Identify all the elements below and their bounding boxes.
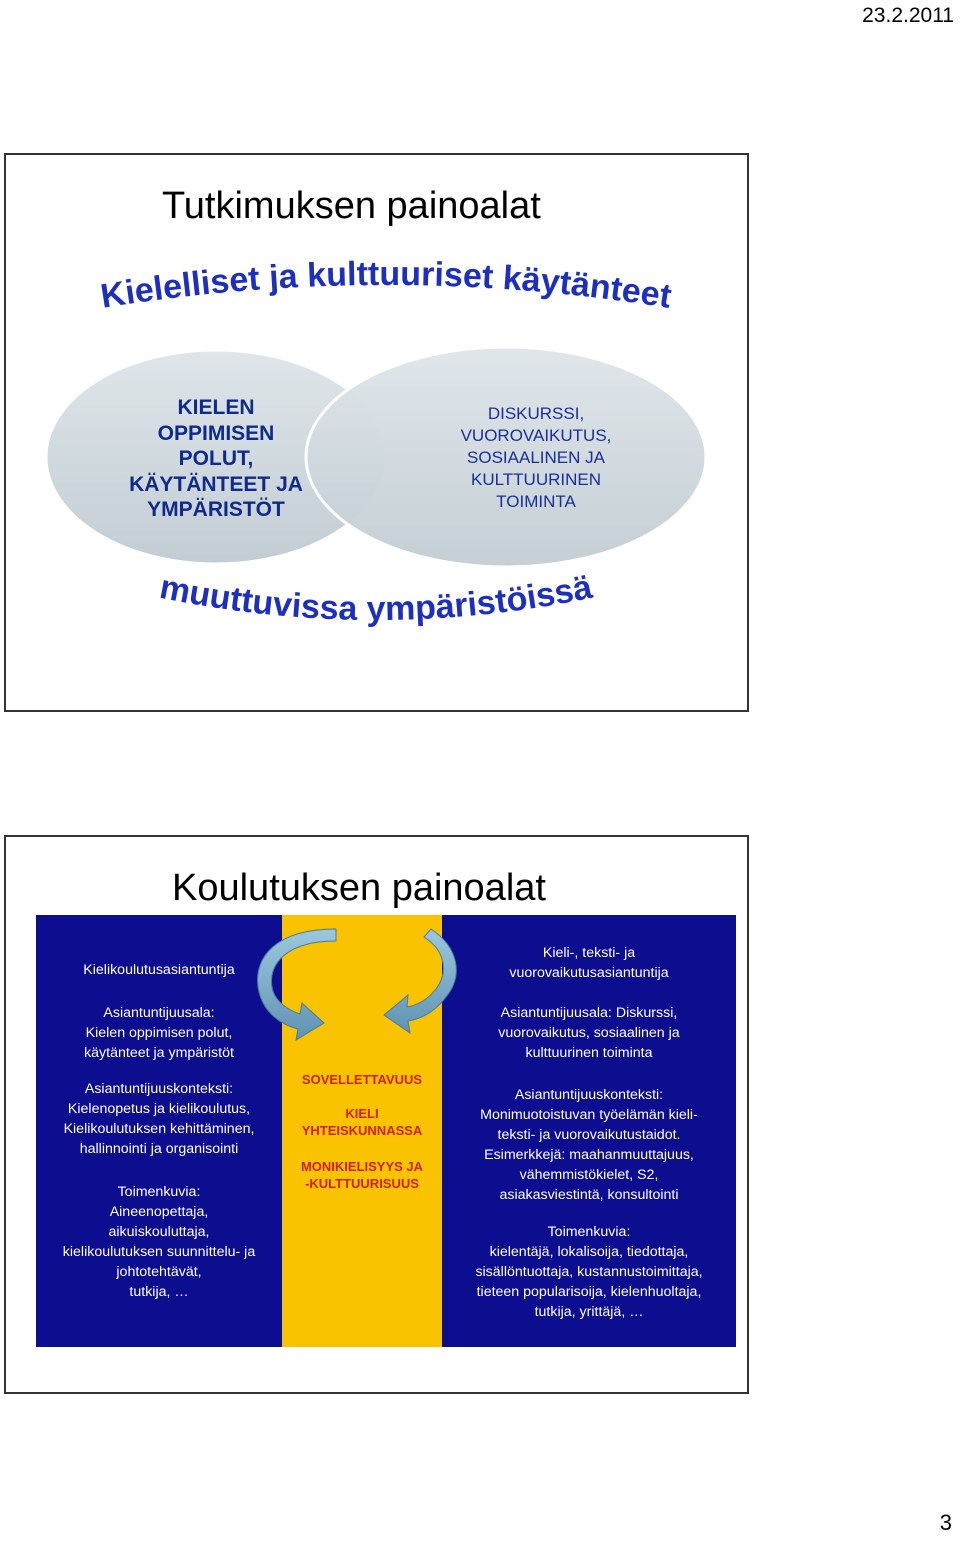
- text-line: Asiantuntijuusala:: [103, 1005, 215, 1021]
- arrow-layer: [6, 837, 747, 1392]
- text-line: käytänteet ja ympäristöt: [84, 1045, 234, 1061]
- left-heading: Kielikoulutusasiantuntija: [83, 962, 235, 978]
- text-line: johtotehtävät,: [116, 1264, 202, 1280]
- text-line: Kielenopetus ja kielikoulutus,: [67, 1101, 251, 1117]
- right-circle-line: DISKURSSI,: [487, 404, 585, 423]
- text-line: tutkija, …: [129, 1284, 189, 1300]
- text-line: asiakasviestintä, konsultointi: [499, 1187, 679, 1203]
- text-line: sisällöntuottaja, kustannustoimittaja,: [475, 1264, 703, 1280]
- text-line: aikuiskouluttaja,: [108, 1224, 210, 1240]
- text-line: Kielen oppimisen polut,: [85, 1025, 233, 1041]
- curved-arrow-icon: [258, 929, 336, 1040]
- text-line: tutkija, yrittäjä, …: [534, 1304, 644, 1320]
- text-line: YHTEISKUNNASSA: [301, 1123, 423, 1138]
- text-line: kielentäjä, lokalisoija, tiedottaja,: [489, 1244, 689, 1260]
- left-circle-text: [101, 395, 331, 523]
- text-line: Monimuotoistuvan työelämän kieli-: [480, 1107, 698, 1123]
- text-line: Kielikoulutuksen kehittäminen,: [63, 1121, 255, 1137]
- text-line: kulttuurinen toiminta: [525, 1045, 653, 1061]
- text-line: Kieli-, teksti- ja: [542, 945, 636, 961]
- text-line: kielikoulutuksen suunnittelu- ja: [62, 1244, 256, 1260]
- text-line: teksti- ja vuorovaikutustaidot.: [497, 1127, 681, 1143]
- right-circle-line: KULTTUURINEN: [470, 470, 602, 489]
- text-line: Aineenopettaja,: [109, 1204, 209, 1220]
- left-circle-line: POLUT,: [178, 447, 254, 470]
- slide-title: Tutkimuksen painoalat: [162, 185, 541, 227]
- text-line: MONIKIELISYYS JA: [300, 1159, 424, 1174]
- left-circle-line: KÄYTÄNTEET JA: [129, 472, 303, 496]
- text-line: KIELI: [345, 1106, 379, 1121]
- text-line: Toimenkuvia:: [547, 1224, 631, 1240]
- text-line: tieteen popularisoija, kielenhuoltaja,: [476, 1284, 702, 1300]
- text-line: vähemmistökielet, S2,: [519, 1167, 659, 1183]
- left-circle-line: YMPÄRISTÖT: [147, 498, 285, 521]
- arc-title-bottom: muuttuvissa ympäristöissä: [156, 567, 596, 629]
- right-circle-line: TOIMINTA: [496, 492, 576, 511]
- page-number: 3: [939, 1510, 952, 1535]
- slide-research-focus: [4, 153, 749, 712]
- text-line: vuorovaikutusasiantuntija: [509, 965, 669, 981]
- curved-arrow-icon: [384, 929, 456, 1033]
- arc-title-top: Kielelliset ja kulttuuriset käytänteet: [98, 254, 675, 316]
- text-line: Asiantuntijuusala: Diskurssi,: [500, 1005, 678, 1021]
- right-circle-line: VUOROVAIKUTUS,: [460, 426, 612, 445]
- slide-title: Koulutuksen painoalat: [172, 867, 546, 909]
- date-stamp: 23.2.2011: [862, 4, 954, 27]
- right-circle-line: SOSIAALINEN JA: [467, 448, 605, 467]
- slide-education-focus: [4, 835, 749, 1394]
- text-line: Esimerkkejä: maahanmuuttajuus,: [484, 1147, 694, 1163]
- text-line: vuorovaikutus, sosiaalinen ja: [498, 1025, 680, 1041]
- text-line: Toimenkuvia:: [117, 1184, 201, 1200]
- left-circle-line: KIELEN: [177, 396, 255, 419]
- text-line: Asiantuntijuuskonteksti:: [84, 1081, 234, 1097]
- left-circle-line: OPPIMISEN: [157, 421, 275, 445]
- text-line: Asiantuntijuuskonteksti:: [514, 1087, 664, 1103]
- text-line: -KULTTUURISUUS: [305, 1176, 419, 1191]
- text-line: hallinnointi ja organisointi: [79, 1141, 239, 1157]
- middle-item-applicability: SOVELLETTAVUUS: [301, 1072, 423, 1087]
- right-circle-text: [426, 403, 646, 513]
